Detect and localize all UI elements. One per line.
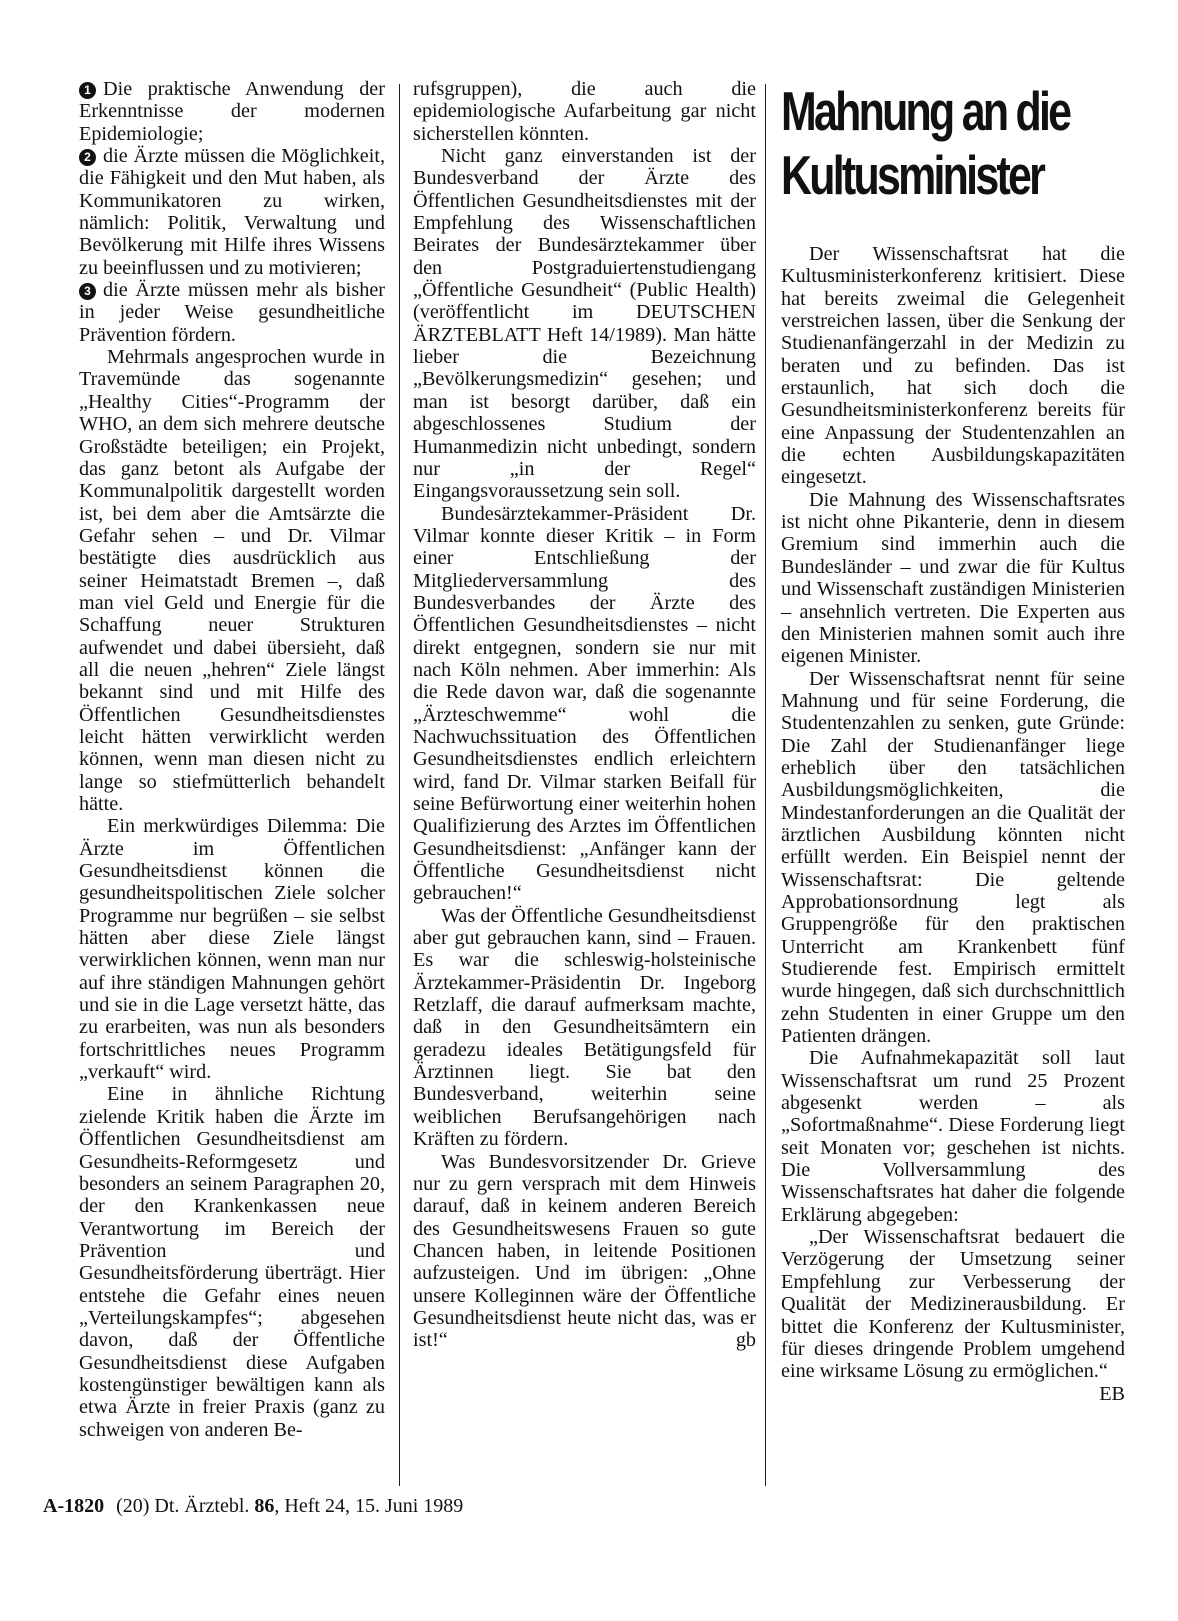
paragraph: Ein merkwürdiges Dilemma: Die Ärzte im Öffentlichen Gesundheitsdienst können die gesundheitspolitischen Ziele solcher Programme nur begrüßen – sie selbst hätten aber diese Ziele längst verwirklichen können, wenn man nur auf ihre ständigen Mahnungen gehört und sie in die Lage versetzt hätte, das zu erarbeiten, was nun als besonders fortschrittliches neues Programm „verkauft“ wird. — [79, 815, 385, 1084]
author-signature: gb — [735, 1329, 756, 1352]
column-rule-right — [765, 84, 766, 1486]
column-rule-left — [399, 84, 400, 1486]
citation-prefix: (20) Dt. Ärztebl. — [116, 1495, 250, 1517]
page-number: A-1820 — [43, 1495, 105, 1517]
paragraph: Die Mahnung des Wissenschaftsrates ist nicht ohne Pikanterie, denn in diesem Gremium sind immerhin auch die Bundesländer – und zwar die für Kultus und Wissenschaft zuständigen Ministerien – ansehnlich vertreten. Die Experten aus den Ministerien mahnen somit auch ihre eigenen Minister. — [781, 488, 1125, 668]
paragraph: Bundesärztekammer-Präsident Dr. Vilmar konnte dieser Kritik – in Form einer Entschließung der Mitgliederversammlung des Bundesverbandes der Ärzte des Öffentlichen Gesundheitsdienstes – nicht direkt entgegnen, sondern sie nur mit nach Köln nehmen. Aber immerhin: Als die Rede davon war, daß die sogenannte „Ärzteschwemme“ wohl die Nachwuchssituation des Öffentlichen Gesundheitsdienstes endlich erleichtern wird, fand Dr. Vilmar starken Beifall für seine Befürwortung einer weiterhin hohen Qualifizierung des Arztes im Öffentlichen Gesundheitsdienst: „Anfänger kann der Öffentliche Gesundheitsdienst nicht gebrauchen!“ — [413, 502, 756, 905]
citation-suffix: , Heft 24, 15. Juni 1989 — [274, 1495, 464, 1517]
list-item-1: 1 Die praktische Anwendung der Erkenntnisse der modernen Epidemiologie; — [79, 78, 385, 145]
volume-number: 86 — [254, 1495, 275, 1517]
paragraph: Was Bundesvorsitzender Dr. Grieve nur zu gern versprach mit dem Hinweis darauf, daß in keinem anderen Bereich des Gesundheitswesens Frauen so gute Chancen haben, in leitende Positionen aufzusteigen. Und im übrigen: „Ohne unsere Kolleginnen wäre der Öffentliche Gesundheitsdienst heute nicht das, was er ist!“ gb — [413, 1150, 756, 1352]
paragraph: Mehrmals angesprochen wurde in Travemünde das sogenannte „Healthy Cities“-Programm der WHO, an dem sich mehrere deutsche Großstädte beteiligen; ein Projekt, das ganz betont als Aufgabe der Kommunalpolitik dargestellt worden ist, bei dem aber die Amtsärzte die Gefahr sehen – und Dr. Vilmar bestätigte dies ausdrücklich aus seiner Heimatstadt Bremen –, daß man viel Geld und Energie für die Schaffung neuer Strukturen aufwendet und dabei übersieht, daß all die neuen „hehren“ Ziele längst bekannt sind und mit Hilfe des Öffentlichen Gesundheitsdienstes leicht hätten verwirklicht werden können, wenn man diesen nicht zu lange so stiefmütterlich behandelt hätte. — [79, 346, 385, 815]
paragraph: rufsgruppen), die auch die epidemiologische Aufarbeitung gar nicht sicherstellen könnten. — [413, 78, 756, 145]
paragraph: Der Wissenschaftsrat hat die Kultusministerkonferenz kritisiert. Diese hat bereits zweimal die Gelegenheit verstreichen lassen, über die Senkung der Studienanfängerzahl in der Medizin zu beraten und zu befinden. Das ist erstaunlich, hat sich doch die Gesundheitsministerkonferenz bereits für eine Anpassung der Studentenzahlen an die echten Ausbildungskapazitäten eingesetzt. — [781, 243, 1125, 489]
text-column-2 — [413, 78, 756, 1352]
text-column-3 — [781, 79, 1125, 1405]
paragraph: Was der Öffentliche Gesundheitsdienst aber gut gebrauchen kann, sind – Frauen. Es war die schleswig-holsteinische Ärztekammer-Präsidentin Dr. Ingeborg Retzlaff, die darauf aufmerksam machte, daß in den Gesundheitsämtern ein geradezu ideales Betätigungsfeld für Ärztinnen liegt. Sie bat den Bundesverband, weiterhin seine weiblichen Berufsangehörigen nach Kräften zu fördern. — [413, 904, 756, 1151]
number-3-icon: 3 — [79, 283, 96, 300]
article-headline: Mahnung an die Kultusminister — [781, 80, 1070, 206]
number-2-icon: 2 — [79, 149, 96, 166]
number-1-icon: 1 — [79, 82, 96, 99]
paragraph: „Der Wissenschaftsrat bedauert die Verzögerung der Umsetzung seiner Empfehlung zur Verbesserung der Qualität der Medizinerausbildung. Er bittet die Konferenz der Kultusminister, für dieses dringende Problem umgehend eine wirksame Lösung zu ermöglichen.“ EB — [781, 1226, 1125, 1405]
paragraph: Der Wissenschaftsrat nennt für seine Mahnung und für seine Forderung, die Studentenzahlen zu senken, gute Gründe: Die Zahl der Studienanfänger liege erheblich über den tatsächlichen Ausbildungsmöglichkeiten, die Mindestanforderungen an die Qualität der ärztlichen Ausbildung könnten nicht erfüllt werden. Ein Beispiel nennt der Wissenschaftsrat: Die geltende Approbationsordnung legt als Gruppengröße für den praktischen Unterricht am Krankenbett fünf Studierende fest. Empirisch ermittelt wurde hingegen, daß sich durchschnittlich zehn Studenten in einer Gruppe um den Patienten drängen. — [781, 667, 1125, 1048]
list-item-2: 2 die Ärzte müssen die Möglichkeit, die Fähigkeit und den Mut haben, als Kommunikatoren zu wirken, nämlich: Politik, Verwaltung und Bevölkerung mit Hilfe ihres Wissens zu beeinflussen und zu motivieren; — [79, 145, 385, 279]
author-signature: EB — [1099, 1382, 1125, 1405]
page-footer — [43, 1495, 463, 1518]
text-column-1 — [79, 78, 385, 1441]
paragraph: Die Aufnahmekapazität soll laut Wissenschaftsrat um rund 25 Prozent abgesenkt werden – als „Sofortmaßnahme“. Diese Forderung liegt seit Monaten vor; geschehen ist nichts. Die Vollversammlung des Wissenschaftsrates hat daher die folgende Erklärung abgegeben: — [781, 1047, 1125, 1226]
paragraph: Nicht ganz einverstanden ist der Bundesverband der Ärzte des Öffentlichen Gesundheitsdienstes mit der Empfehlung des Wissenschaftlichen Beirates der Bundesärztekammer über den Postgraduiertenstudiengang „Öffentliche Gesundheit“ (Public Health) (veröffentlicht im DEUTSCHEN ÄRZTEBLATT Heft 14/1989). Man hätte lieber die Bezeichnung „Bevölkerungsmedizin“ gesehen; und man ist besorgt darüber, daß ein abgeschlossenes Studium der Humanmedizin nicht unbedingt, sondern nur „in der Regel“ Eingangsvoraussetzung sein soll. — [413, 145, 756, 503]
list-item-3: 3 die Ärzte müssen mehr als bisher in jeder Weise gesundheitliche Prävention fördern. — [79, 279, 385, 346]
paragraph: Eine in ähnliche Richtung zielende Kritik haben die Ärzte im Öffentlichen Gesundheitsdienst am Gesundheits-Reformgesetz und besonders an seinem Paragraphen 20, der den Krankenkassen neue Verantwortung im Bereich der Prävention und Gesundheitsförderung überträgt. Hier entstehe die Gefahr eines neuen „Verteilungskampfes“; abgesehen davon, daß der Öffentliche Gesundheitsdienst diese Aufgaben kostengünstiger bewältigen kann als etwa Ärzte in freier Praxis (ganz zu schweigen von anderen Be- — [79, 1083, 385, 1441]
